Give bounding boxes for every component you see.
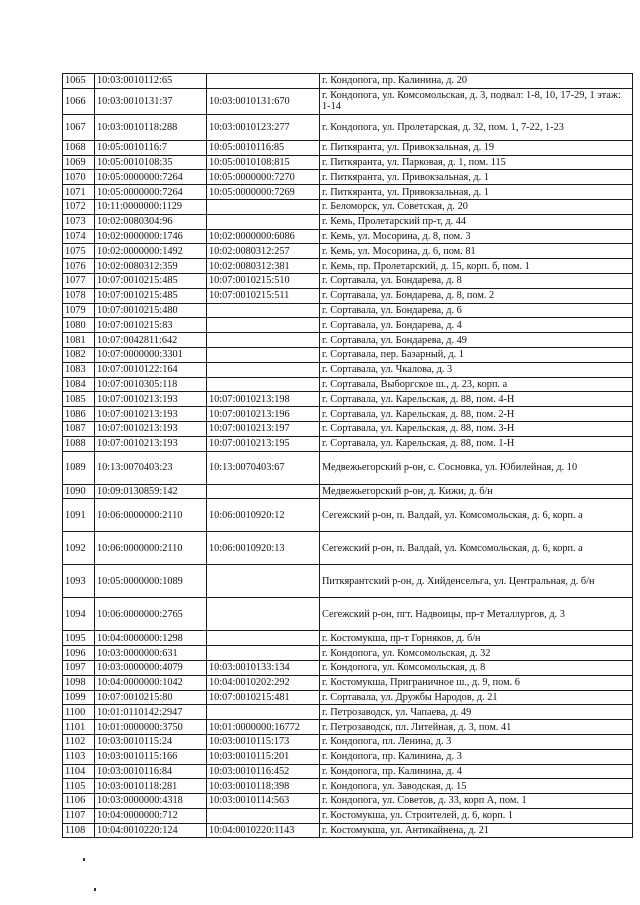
row-number-cell: 1069 (63, 155, 95, 170)
row-number-cell: 1103 (63, 749, 95, 764)
linked-cadastral-number-cell (207, 631, 320, 646)
linked-cadastral-number-cell (207, 214, 320, 229)
row-number-cell: 1087 (63, 421, 95, 436)
cadastral-number-cell: 10:05:0000000:1089 (95, 565, 207, 598)
address-cell: г. Костомукша, ул. Антикайнена, д. 21 (320, 823, 633, 838)
linked-cadastral-number-cell: 10:06:0010920:12 (207, 499, 320, 532)
address-cell: г. Питкяранта, ул. Парковая, д. 1, пом. 115 (320, 155, 633, 170)
table-row (63, 259, 633, 274)
row-number-cell: 1096 (63, 646, 95, 661)
row-number-cell: 1099 (63, 690, 95, 705)
address-cell: Сегежский р-он, пгт. Надвоицы, пр-т Металлургов, д. 3 (320, 598, 633, 631)
cadastral-number-cell: 10:07:0010122:164 (95, 362, 207, 377)
linked-cadastral-number-cell (207, 199, 320, 214)
table-row (63, 749, 633, 764)
row-number-cell: 1094 (63, 598, 95, 631)
table-row (63, 690, 633, 705)
address-cell: г. Костомукша, Приграничное ш., д. 9, пом. 6 (320, 675, 633, 690)
row-number-cell: 1098 (63, 675, 95, 690)
address-cell: г. Костомукша, ул. Строителей, д. 6, корп. 1 (320, 808, 633, 823)
address-cell: г. Сортавала, ул. Карельская, д. 88, пом. 4-Н (320, 392, 633, 407)
table-row (63, 436, 633, 451)
linked-cadastral-number-cell (207, 303, 320, 318)
linked-cadastral-number-cell: 10:05:0010108:815 (207, 155, 320, 170)
table-row (63, 598, 633, 631)
linked-cadastral-number-cell: 10:04:0010220:1143 (207, 823, 320, 838)
table-row (63, 229, 633, 244)
address-cell: г. Сортавала, пер. Базарный, д. 1 (320, 347, 633, 362)
linked-cadastral-number-cell (207, 333, 320, 348)
linked-cadastral-number-cell (207, 74, 320, 89)
cadastral-number-cell: 10:01:0110142:2947 (95, 705, 207, 720)
table-row (63, 823, 633, 838)
cadastral-number-cell: 10:03:0010118:288 (95, 114, 207, 140)
row-number-cell: 1105 (63, 779, 95, 794)
row-number-cell: 1093 (63, 565, 95, 598)
row-number-cell: 1081 (63, 333, 95, 348)
linked-cadastral-number-cell: 10:05:0000000:7270 (207, 170, 320, 185)
row-number-cell: 1107 (63, 808, 95, 823)
linked-cadastral-number-cell: 10:03:0010114:563 (207, 794, 320, 809)
linked-cadastral-number-cell: 10:03:0010131:670 (207, 88, 320, 114)
linked-cadastral-number-cell: 10:03:0010116:452 (207, 764, 320, 779)
table-row (63, 74, 633, 89)
table-row (63, 318, 633, 333)
row-number-cell: 1070 (63, 170, 95, 185)
row-number-cell: 1100 (63, 705, 95, 720)
table-row (63, 170, 633, 185)
table-row (63, 377, 633, 392)
cadastral-number-cell: 10:02:0080304:96 (95, 214, 207, 229)
row-number-cell: 1101 (63, 720, 95, 735)
scan-speck (83, 858, 85, 861)
address-cell: Сегежский р-он, п. Валдай, ул. Комсомольская, д. 6, корп. а (320, 499, 633, 532)
row-number-cell: 1092 (63, 532, 95, 565)
cadastral-number-cell: 10:06:0000000:2765 (95, 598, 207, 631)
row-number-cell: 1097 (63, 660, 95, 675)
address-cell: г. Кондопога, ул. Советов, д. 33, корп А, пом. 1 (320, 794, 633, 809)
row-number-cell: 1071 (63, 185, 95, 200)
linked-cadastral-number-cell: 10:07:0010213:197 (207, 421, 320, 436)
cadastral-number-cell: 10:07:0042811:642 (95, 333, 207, 348)
address-cell: г. Сортавала, ул. Бондарева, д. 6 (320, 303, 633, 318)
cadastral-number-cell: 10:03:0010112:65 (95, 74, 207, 89)
linked-cadastral-number-cell: 10:07:0010215:510 (207, 273, 320, 288)
linked-cadastral-number-cell: 10:03:0010118:398 (207, 779, 320, 794)
cadastral-number-cell: 10:05:0010108:35 (95, 155, 207, 170)
row-number-cell: 1066 (63, 88, 95, 114)
table-row (63, 764, 633, 779)
address-cell: г. Кондопога, пр. Калинина, д. 4 (320, 764, 633, 779)
table-row (63, 779, 633, 794)
address-cell: г. Кондопога, ул. Пролетарская, д. 32, пом. 1, 7-22, 1-23 (320, 114, 633, 140)
linked-cadastral-number-cell: 10:07:0010215:481 (207, 690, 320, 705)
row-number-cell: 1076 (63, 259, 95, 274)
table-row (63, 214, 633, 229)
table-row (63, 499, 633, 532)
linked-cadastral-number-cell: 10:02:0080312:381 (207, 259, 320, 274)
table-row (63, 484, 633, 499)
address-cell: Медвежьегорский р-он, с. Сосновка, ул. Юбилейная, д. 10 (320, 451, 633, 484)
table-row (63, 244, 633, 259)
table-row (63, 720, 633, 735)
cadastral-number-cell: 10:07:0010215:83 (95, 318, 207, 333)
table-row (63, 114, 633, 140)
table-row (63, 303, 633, 318)
address-cell: г. Костомукша, пр-т Горняков, д. б/н (320, 631, 633, 646)
address-cell: г. Питкяранта, ул. Привокзальная, д. 1 (320, 170, 633, 185)
address-cell: г. Сортавала, ул. Бондарева, д. 4 (320, 318, 633, 333)
cadastral-number-cell: 10:07:0000000:3301 (95, 347, 207, 362)
address-cell: г. Кемь, ул. Мосорина, д. 6, пом. 81 (320, 244, 633, 259)
row-number-cell: 1073 (63, 214, 95, 229)
row-number-cell: 1104 (63, 764, 95, 779)
table-row (63, 631, 633, 646)
scan-speck (94, 888, 96, 891)
row-number-cell: 1065 (63, 74, 95, 89)
table-row (63, 705, 633, 720)
address-cell: г. Кондопога, пр. Калинина, д. 3 (320, 749, 633, 764)
address-cell: г. Сортавала, ул. Бондарева, д. 49 (320, 333, 633, 348)
linked-cadastral-number-cell: 10:03:0010115:173 (207, 734, 320, 749)
address-cell: г. Кондопога, ул. Заводская, д. 15 (320, 779, 633, 794)
address-cell: г. Беломорск, ул. Советская, д. 20 (320, 199, 633, 214)
table-row (63, 646, 633, 661)
cadastral-number-cell: 10:07:0010215:485 (95, 288, 207, 303)
cadastral-number-cell: 10:07:0010215:485 (95, 273, 207, 288)
linked-cadastral-number-cell: 10:07:0010213:195 (207, 436, 320, 451)
row-number-cell: 1074 (63, 229, 95, 244)
table-row (63, 734, 633, 749)
address-cell: г. Сортавала, ул. Бондарева, д. 8, пом. 2 (320, 288, 633, 303)
linked-cadastral-number-cell (207, 598, 320, 631)
linked-cadastral-number-cell: 10:02:0000000:6086 (207, 229, 320, 244)
linked-cadastral-number-cell: 10:07:0010213:196 (207, 407, 320, 422)
row-number-cell: 1106 (63, 794, 95, 809)
cadastral-number-cell: 10:13:0070403:23 (95, 451, 207, 484)
cadastral-number-cell: 10:07:0010213:193 (95, 407, 207, 422)
address-cell: г. Петрозаводск, ул. Чапаева, д. 49 (320, 705, 633, 720)
linked-cadastral-number-cell (207, 347, 320, 362)
cadastral-number-cell: 10:09:0130859:142 (95, 484, 207, 499)
linked-cadastral-number-cell (207, 646, 320, 661)
row-number-cell: 1091 (63, 499, 95, 532)
linked-cadastral-number-cell: 10:04:0010202:292 (207, 675, 320, 690)
registry-table (62, 73, 633, 838)
table-row (63, 532, 633, 565)
cadastral-number-cell: 10:06:0000000:2110 (95, 532, 207, 565)
registry-table-body (63, 74, 633, 838)
address-cell: г. Кемь, Пролетарский пр-т, д. 44 (320, 214, 633, 229)
linked-cadastral-number-cell: 10:01:0000000:16772 (207, 720, 320, 735)
cadastral-number-cell: 10:02:0000000:1492 (95, 244, 207, 259)
address-cell: Сегежский р-он, п. Валдай, ул. Комсомольская, д. 6, корп. а (320, 532, 633, 565)
linked-cadastral-number-cell: 10:13:0070403:67 (207, 451, 320, 484)
address-cell: г. Кондопога, ул. Комсомольская, д. 8 (320, 660, 633, 675)
linked-cadastral-number-cell (207, 318, 320, 333)
table-row (63, 333, 633, 348)
address-cell: г. Кондопога, пр. Калинина, д. 20 (320, 74, 633, 89)
linked-cadastral-number-cell (207, 705, 320, 720)
row-number-cell: 1067 (63, 114, 95, 140)
table-row (63, 794, 633, 809)
table-row (63, 808, 633, 823)
address-cell: г. Сортавала, ул. Карельская, д. 88, пом. 2-Н (320, 407, 633, 422)
row-number-cell: 1082 (63, 347, 95, 362)
linked-cadastral-number-cell: 10:06:0010920:13 (207, 532, 320, 565)
cadastral-number-cell: 10:04:0000000:712 (95, 808, 207, 823)
row-number-cell: 1090 (63, 484, 95, 499)
cadastral-number-cell: 10:02:0080312:359 (95, 259, 207, 274)
cadastral-number-cell: 10:03:0010115:24 (95, 734, 207, 749)
cadastral-number-cell: 10:07:0010213:193 (95, 421, 207, 436)
cadastral-number-cell: 10:07:0010213:193 (95, 436, 207, 451)
cadastral-number-cell: 10:03:0000000:4318 (95, 794, 207, 809)
cadastral-number-cell: 10:04:0000000:1042 (95, 675, 207, 690)
cadastral-number-cell: 10:03:0000000:631 (95, 646, 207, 661)
row-number-cell: 1102 (63, 734, 95, 749)
cadastral-number-cell: 10:03:0010115:166 (95, 749, 207, 764)
table-row (63, 392, 633, 407)
linked-cadastral-number-cell (207, 808, 320, 823)
address-cell: Медвежьегорский р-он, д. Кижи, д. б/н (320, 484, 633, 499)
cadastral-number-cell: 10:07:0010215:80 (95, 690, 207, 705)
table-row (63, 140, 633, 155)
address-cell: г. Сортавала, ул. Бондарева, д. 8 (320, 273, 633, 288)
cadastral-number-cell: 10:05:0000000:7264 (95, 185, 207, 200)
row-number-cell: 1078 (63, 288, 95, 303)
linked-cadastral-number-cell (207, 565, 320, 598)
address-cell: г. Сортавала, ул. Чкалова, д. 3 (320, 362, 633, 377)
table-row (63, 407, 633, 422)
linked-cadastral-number-cell: 10:07:0010213:198 (207, 392, 320, 407)
linked-cadastral-number-cell: 10:05:0000000:7269 (207, 185, 320, 200)
linked-cadastral-number-cell: 10:05:0010116:85 (207, 140, 320, 155)
row-number-cell: 1068 (63, 140, 95, 155)
cadastral-number-cell: 10:07:0010305:118 (95, 377, 207, 392)
cadastral-number-cell: 10:01:0000000:3750 (95, 720, 207, 735)
address-cell: г. Сортавала, ул. Карельская, д. 88, пом. 1-Н (320, 436, 633, 451)
cadastral-number-cell: 10:03:0010116:84 (95, 764, 207, 779)
cadastral-number-cell: 10:05:0010116:7 (95, 140, 207, 155)
linked-cadastral-number-cell: 10:02:0080312:257 (207, 244, 320, 259)
address-cell: г. Сортавала, ул. Карельская, д. 88, пом. 3-Н (320, 421, 633, 436)
row-number-cell: 1084 (63, 377, 95, 392)
table-row (63, 199, 633, 214)
cadastral-number-cell: 10:07:0010213:193 (95, 392, 207, 407)
address-cell: г. Питкяранта, ул. Привокзальная, д. 19 (320, 140, 633, 155)
table-row (63, 451, 633, 484)
table-row (63, 565, 633, 598)
row-number-cell: 1088 (63, 436, 95, 451)
table-row (63, 288, 633, 303)
row-number-cell: 1108 (63, 823, 95, 838)
cadastral-number-cell: 10:05:0000000:7264 (95, 170, 207, 185)
row-number-cell: 1079 (63, 303, 95, 318)
linked-cadastral-number-cell (207, 484, 320, 499)
cadastral-number-cell: 10:03:0000000:4079 (95, 660, 207, 675)
table-row (63, 660, 633, 675)
row-number-cell: 1077 (63, 273, 95, 288)
cadastral-number-cell: 10:11:0000000:1129 (95, 199, 207, 214)
linked-cadastral-number-cell (207, 377, 320, 392)
table-row (63, 273, 633, 288)
table-row (63, 185, 633, 200)
address-cell: г. Кемь, ул. Мосорина, д. 8, пом. 3 (320, 229, 633, 244)
address-cell: г. Кондопога, ул. Комсомольская, д. 3, подвал: 1-8, 10, 17-29, 1 этаж: 1-14 (320, 88, 633, 114)
address-cell: г. Кондопога, ул. Комсомольская, д. 32 (320, 646, 633, 661)
address-cell: г. Кондопога, пл. Ленина, д. 3 (320, 734, 633, 749)
table-row (63, 362, 633, 377)
table-row (63, 155, 633, 170)
address-cell: г. Петрозаводск, пл. Литейная, д. 3, пом. 41 (320, 720, 633, 735)
cadastral-number-cell: 10:02:0000000:1746 (95, 229, 207, 244)
cadastral-number-cell: 10:07:0010215:480 (95, 303, 207, 318)
row-number-cell: 1089 (63, 451, 95, 484)
cadastral-number-cell: 10:04:0000000:1298 (95, 631, 207, 646)
row-number-cell: 1072 (63, 199, 95, 214)
table-row (63, 675, 633, 690)
address-cell: г. Питкяранта, ул. Привокзальная, д. 1 (320, 185, 633, 200)
row-number-cell: 1083 (63, 362, 95, 377)
row-number-cell: 1075 (63, 244, 95, 259)
table-row (63, 421, 633, 436)
table-row (63, 88, 633, 114)
row-number-cell: 1086 (63, 407, 95, 422)
row-number-cell: 1095 (63, 631, 95, 646)
cadastral-number-cell: 10:03:0010118:281 (95, 779, 207, 794)
cadastral-number-cell: 10:03:0010131:37 (95, 88, 207, 114)
address-cell: г. Сортавала, Выборгское ш., д. 23, корп. а (320, 377, 633, 392)
table-row (63, 347, 633, 362)
address-cell: г. Сортавала, ул. Дружбы Народов, д. 21 (320, 690, 633, 705)
cadastral-number-cell: 10:06:0000000:2110 (95, 499, 207, 532)
linked-cadastral-number-cell (207, 362, 320, 377)
row-number-cell: 1085 (63, 392, 95, 407)
linked-cadastral-number-cell: 10:03:0010133:134 (207, 660, 320, 675)
linked-cadastral-number-cell: 10:07:0010215:511 (207, 288, 320, 303)
cadastral-number-cell: 10:04:0010220:124 (95, 823, 207, 838)
linked-cadastral-number-cell: 10:03:0010115:201 (207, 749, 320, 764)
address-cell: г. Кемь, пр. Пролетарский, д. 15, корп. б, пом. 1 (320, 259, 633, 274)
linked-cadastral-number-cell: 10:03:0010123:277 (207, 114, 320, 140)
row-number-cell: 1080 (63, 318, 95, 333)
address-cell: Питкярантский р-он, д. Хийденсельга, ул. Центральная, д. б/н (320, 565, 633, 598)
